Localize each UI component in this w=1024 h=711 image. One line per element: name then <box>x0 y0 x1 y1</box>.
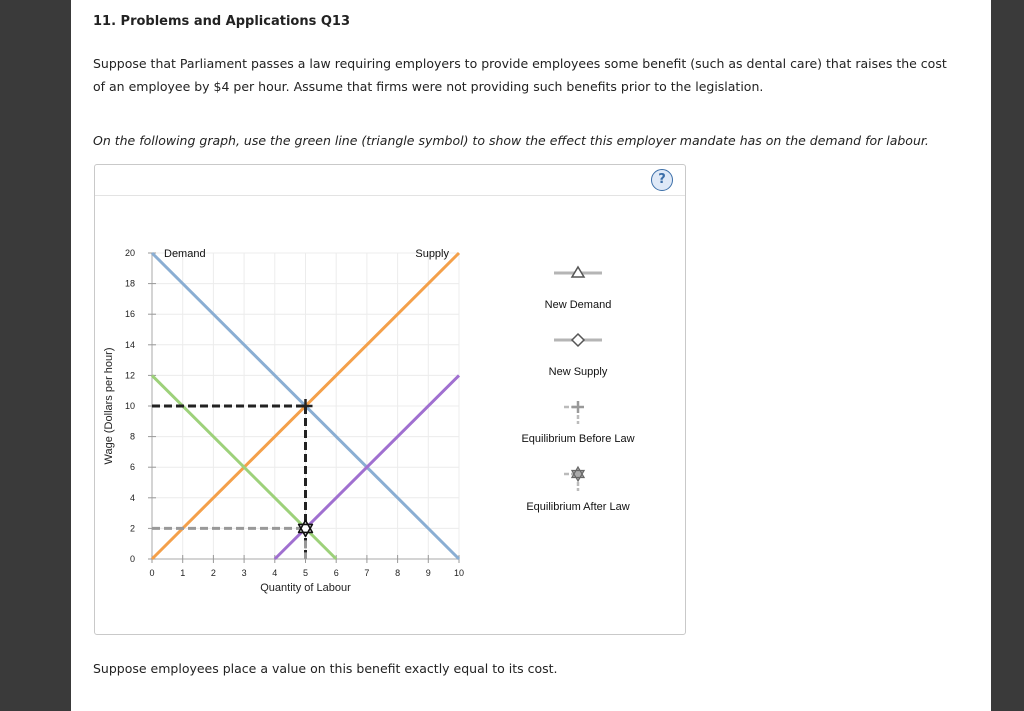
y-tick-label: 8 <box>129 431 135 442</box>
y-tick-label: 12 <box>124 370 135 381</box>
y-tick-label: 2 <box>129 523 135 534</box>
y-tick-label: 10 <box>124 401 135 411</box>
x-tick-label: 8 <box>395 568 401 578</box>
demand-curve-label: Demand <box>164 248 206 260</box>
supply-curve-label: Supply <box>415 248 449 260</box>
star-icon[interactable] <box>572 467 584 481</box>
y-tick-label: 14 <box>124 339 135 350</box>
help-button[interactable]: ? <box>651 169 673 191</box>
x-tick-label: 3 <box>241 568 247 578</box>
y-tick-label: 16 <box>124 309 135 320</box>
x-tick-label: 0 <box>149 568 155 578</box>
y-axis-label: Wage (Dollars per hour) <box>103 347 115 465</box>
graph-panel <box>94 164 686 635</box>
x-tick-label: 1 <box>180 568 186 578</box>
legend-label-eq-after: Equilibrium After Law <box>526 501 630 513</box>
x-tick-label: 4 <box>272 568 278 578</box>
x-tick-label: 10 <box>453 568 465 578</box>
legend-label-eq-before: Equilibrium Before Law <box>521 433 635 445</box>
page-content <box>71 0 991 711</box>
y-tick-label: 4 <box>129 492 135 503</box>
page-title: 11. Problems and Applications Q13 <box>93 14 350 29</box>
x-tick-label: 9 <box>425 568 431 578</box>
y-tick-label: 18 <box>124 278 135 289</box>
problem-intro: Suppose that Parliament passes a law requiring employers to provide employees some benefit (such as dental care) that raises the cost of an employee by $4 per hour. Assume that firms were not providing such benefits prior to the legislation. <box>93 56 947 94</box>
diamond-icon[interactable] <box>572 334 584 346</box>
legend-label-new-supply: New Supply <box>548 366 608 378</box>
y-tick-label: 20 <box>124 248 135 258</box>
graph-instruction: On the following graph, use the green line (triangle symbol) to show the effect this employer mandate has on the demand for labour. <box>93 133 929 148</box>
legend-label-new-demand: New Demand <box>544 299 612 311</box>
y-tick-label: 6 <box>129 462 135 473</box>
follow-up-text: Suppose employees place a value on this benefit exactly equal to its cost. <box>93 661 558 676</box>
x-tick-label: 2 <box>210 568 216 578</box>
labour-market-graph <box>95 165 685 634</box>
x-tick-label: 6 <box>333 568 339 578</box>
x-tick-label: 7 <box>364 568 370 578</box>
plus-icon[interactable] <box>572 401 584 413</box>
y-tick-label: 0 <box>129 554 135 564</box>
x-tick-label: 5 <box>302 568 309 578</box>
x-axis-label: Quantity of Labour <box>260 582 351 594</box>
